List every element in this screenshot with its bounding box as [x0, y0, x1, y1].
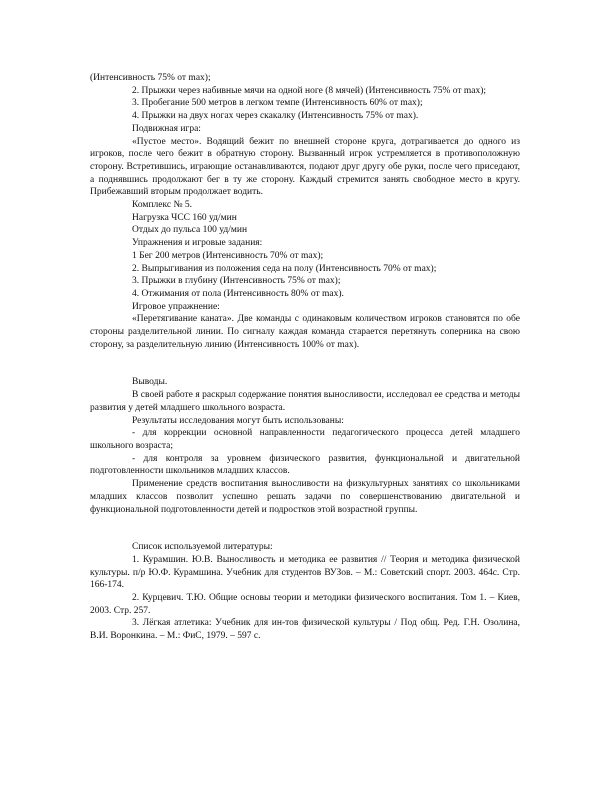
paragraph-tug-of-war: «Перетягивание каната». Две команды с одинаковым количеством игроков становятся по обе стороны разделительной линии. По сигналу каждая команда старается перетянуть соперника на свою сторону, за разделительную линию (Интенсивность 100% от max).	[90, 314, 520, 350]
heading-complex-5: Комплекс № 5.	[132, 200, 193, 211]
reference-item-1: 1. Курамшин. Ю.В. Выносливость и методика ее развития // Теория и методика физической культуры. п/р Ю.Ф. Курамшина. Учебник для студентов ВУЗов. – М.: Советский спорт. 2003. 464с. Стр. 166-174.	[90, 554, 520, 591]
heading-references: Список используемой литературы:	[132, 542, 273, 553]
complex5-item-3: 3. Прыжки в глубину (Интенсивность 75% от max);	[132, 276, 341, 287]
heart-rate-load: Нагрузка ЧСС 160 уд/мин	[132, 212, 237, 223]
rest-pulse: Отдых до пульса 100 уд/мин	[132, 225, 248, 236]
paragraph-application: Применение средств воспитания выносливости на физкультурных занятиях со школьниками младших классов позволит успешно решать задачи по совершенствованию двигательной и функциональной подготовленности детей и подростков этой возрастной группы.	[90, 479, 520, 515]
complex5-item-2: 2. Выпрыгивания из положения седа на полу (Интенсивность 70% от max);	[132, 263, 437, 274]
paragraph-conclusion-summary: В своей работе я раскрыл содержание понятия выносливости, исследовал ее средства и методы развития у детей младшего школьного возраста.	[90, 390, 520, 413]
complex5-item-4: 4. Отжимания от пола (Интенсивность 80% от max).	[132, 288, 344, 299]
paragraph-results-usage: Результаты исследования могут быть использованы:	[132, 415, 344, 426]
reference-item-3: 3. Лёгкая атлетика: Учебник для ин-тов физической культуры / Под общ. Ред. Г.Н. Озолина, В.И. Воронкина. – М.: ФиС, 1979. – 597 с.	[90, 618, 520, 642]
section-spacer	[90, 516, 520, 541]
subheading-exercises: Упражнения и игровые задания:	[132, 238, 263, 249]
subheading-active-game: Подвижная игра:	[132, 123, 201, 134]
usage-item-control: - для контроля за уровнем физического развития, функциональной и двигательной подготовленности школьников младших классов.	[90, 453, 520, 477]
exercise-item-2: 2. Прыжки через набивные мячи на одной ноге (8 мячей) (Интенсивность 75% от max);	[132, 85, 487, 96]
reference-item-2: 2. Курцевич. Т.Ю. Общие основы теории и методики физического воспитания. Том 1. – Киев, 2003. Стр. 257.	[90, 593, 520, 616]
subheading-game-exercise: Игровое упражнение:	[132, 301, 220, 312]
heading-conclusions: Выводы.	[132, 377, 168, 388]
section-spacer	[90, 351, 520, 376]
paragraph-intensity-continuation: (Интенсивность 75% от max);	[90, 73, 211, 83]
complex5-item-1: 1 Бег 200 метров (Интенсивность 70% от max);	[132, 250, 324, 261]
usage-item-correction: - для коррекции основной направленности педагогического процесса детей младшего школьного возраста;	[90, 428, 520, 451]
exercise-item-3: 3. Пробегание 500 метров в легком темпе (Интенсивность 60% от max);	[132, 98, 423, 109]
paragraph-empty-place-game: «Пустое место». Водящий бежит по внешней стороне круга, дотрагивается до одного из игроков, после чего бежит в обратную сторону. Вызванный игрок устремляется в противоположную сторону. Встретившись, играющие останавливаются, подают друг другу обе руки, после чего приседают, а поднявшись продолжают бег в ту же сторону. Каждый стремится занять свободное место в кругу. Прибежавший вторым продолжает водить.	[90, 136, 520, 198]
exercise-item-4: 4. Прыжки на двух ногах через скакалку (Интенсивность 75% от max).	[132, 111, 419, 122]
document-body	[90, 72, 520, 643]
